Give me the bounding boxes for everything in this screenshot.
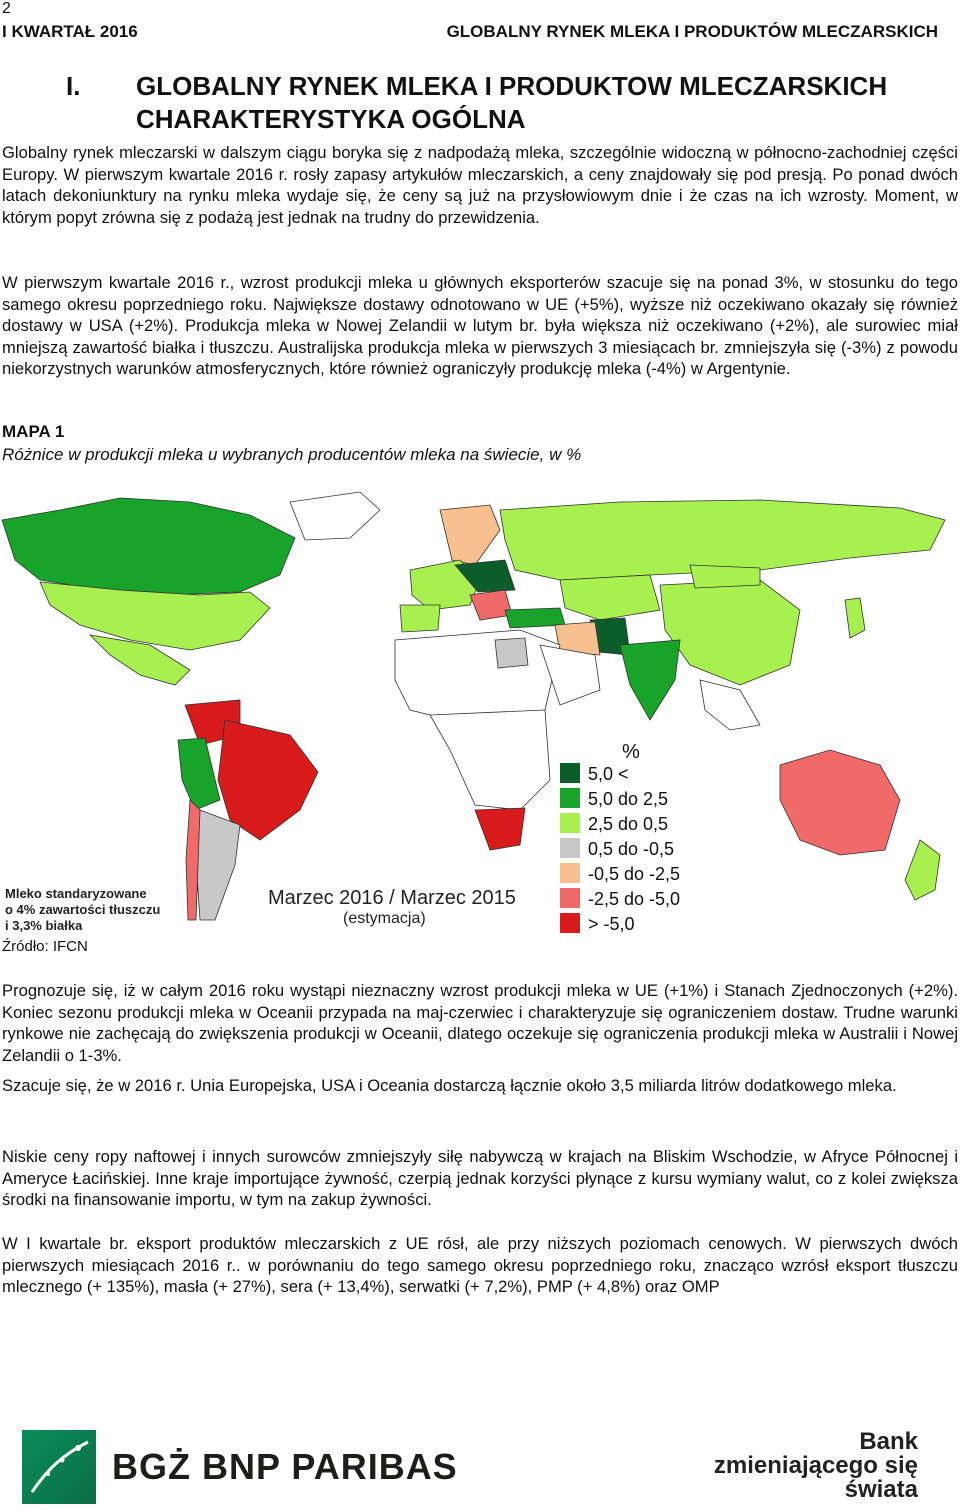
header-right: GLOBALNY RYNEK MLEKA I PRODUKTÓW MLECZARSKICH bbox=[446, 22, 938, 41]
bank-logo-icon bbox=[22, 1430, 96, 1504]
legend-swatch-1 bbox=[560, 763, 580, 783]
legend-swatch-3 bbox=[560, 813, 580, 833]
bank-brand-name: BGŻ BNP PARIBAS bbox=[112, 1446, 458, 1487]
paragraph-3: Prognozuje się, iż w całym 2016 roku wystąpi nieznaczny wzrost produkcji mleka w UE (+1%) i Stanach Zjednoczonych (+2%). Koniec sezonu produkcji mleka w Oceanii przypada na maj-czerwiec i charakteryzuje się ograniczeniem dostaw. Trudne warunki rynkowe nie zachęcają do zwiększenia produkcji w Oceanii, dlatego oczekuje się ograniczenia produkcji mleka w Australii i Nowej Zelandii o 1-3%. bbox=[2, 981, 958, 1065]
paragraph-6: W I kwartale br. eksport produktów mleczarskich z UE rósł, ale przy niższych poziomach cenowych. W pierwszych dwóch pierwszych miesiącach 2016 r.. w porównaniu do tego samego okresu poprzedniego roku, znacząco wzrósł eksport tłuszczu mlecznego (+ 135%), masła (+ 27%), sera (+ 13,4%), serwatki (+ 7,2%), PMP (+ 4,8%) oraz OMP bbox=[2, 1234, 958, 1297]
legend-swatch-7 bbox=[560, 913, 580, 933]
paragraph-2: W pierwszym kwartale 2016 r., wzrost produkcji mleka u głównych eksporterów szacuje się na ponad 3%, w stosunku do tego samego okresu poprzedniego roku. Największe dostawy odnotowano w UE (+5%), wyższe niż oczekiwano okazały się również dostawy w USA (+2%). Produkcja mleka w Nowej Zelandii w lutym br. była większa niż oczekiwano (+2%), ale surowiec miał mniejszą zawartość białka i tłuszczu. Australijska produkcja mleka w pierwszych 3 miesiącach br. zmniejszyła się (-3%) z powodu niekorzystnych warunków atmosferycznych, które również ograniczyły produkcję mleka (-4%) w Argentynie. bbox=[2, 273, 958, 379]
paragraph-1: Globalny rynek mleczarski w dalszym ciągu boryka się z nadpodażą mleka, szczególnie widoczną w północno-zachodniej części Europy. W pierwszym kwartale 2016 r. rosły zapasy artykułów mleczarskich, a ceny znajdowały się pod presją. Po ponad dwóch latach dekoniunktury na rynku mleka wydaje się, że ceny są już na przysłowiowym dnie i że czas na ich wzrosty. Moment, w którym popyt zrówna się z podażą jest jednak na trudny do przewidzenia. bbox=[2, 143, 958, 227]
slogan-line3: świata bbox=[844, 1476, 918, 1503]
paragraph-4: Szacuje się, że w 2016 r. Unia Europejska, USA i Oceania dostarczą łącznie około 3,5 miliarda litrów dodatkowego mleka. bbox=[2, 1076, 897, 1095]
region-egypt bbox=[495, 638, 528, 668]
page-number: 2 bbox=[2, 0, 11, 17]
region-iberia bbox=[400, 605, 440, 632]
slogan-line2: zmieniającego się bbox=[713, 1452, 918, 1479]
section-title-line2: CHARAKTERYSTYKA OGÓLNA bbox=[136, 104, 526, 134]
map-source: Źródło: IFCN bbox=[2, 938, 88, 955]
legend-label-4: 0,5 do -0,5 bbox=[588, 839, 675, 859]
legend-label-6: -2,5 do -5,0 bbox=[588, 889, 681, 909]
section-title-line1: GLOBALNY RYNEK MLEKA I PRODUKTOW MLECZARSKICH bbox=[136, 71, 888, 101]
section-number: I. bbox=[66, 71, 81, 101]
map-label: MAPA 1 bbox=[2, 422, 65, 441]
map-period-sub: (estymacja) bbox=[343, 910, 426, 927]
bank-slogan bbox=[714, 1430, 918, 1502]
legend-swatch-5 bbox=[560, 863, 580, 883]
map-period: Marzec 2016 / Marzec 2015 bbox=[268, 887, 516, 909]
section-title bbox=[66, 70, 887, 136]
legend-label-3: 2,5 do 0,5 bbox=[588, 814, 669, 834]
region-mongolia bbox=[690, 565, 760, 588]
legend-label-1: 5,0 < bbox=[588, 764, 629, 784]
map-caption: Różnice w produkcji mleka u wybranych producentów mleka na świecie, w % bbox=[2, 445, 582, 464]
legend-swatch-2 bbox=[560, 788, 580, 808]
world-map-figure bbox=[0, 480, 960, 938]
running-header bbox=[2, 22, 938, 42]
slogan-line1: Bank bbox=[859, 1428, 918, 1455]
legend-label-5: -0,5 do -2,5 bbox=[588, 864, 681, 884]
legend-swatch-4 bbox=[560, 838, 580, 858]
map-note-line2: o 4% zawartości tłuszczu bbox=[5, 902, 161, 917]
map-note-line1: Mleko standaryzowane bbox=[5, 886, 147, 901]
map-note-line3: i 3,3% białka bbox=[5, 918, 83, 933]
legend-label-7: > -5,0 bbox=[588, 914, 635, 934]
paragraph-5: Niskie ceny ropy naftowej i innych surowców zmniejszyły siłę nabywczą w krajach na Bliskim Wschodzie, w Afryce Północnej i Ameryce Łacińskiej. Inne kraje importujące żywność, czerpią jednak korzyści płynące z kursu wymiany walut, co z kolei zwiększa środki na finansowanie importu, w tym na zakup żywności. bbox=[2, 1147, 958, 1210]
legend-swatch-6 bbox=[560, 888, 580, 908]
legend-title: % bbox=[622, 741, 640, 763]
legend-label-2: 5,0 do 2,5 bbox=[588, 789, 669, 809]
header-left: I KWARTAŁ 2016 bbox=[2, 22, 138, 41]
